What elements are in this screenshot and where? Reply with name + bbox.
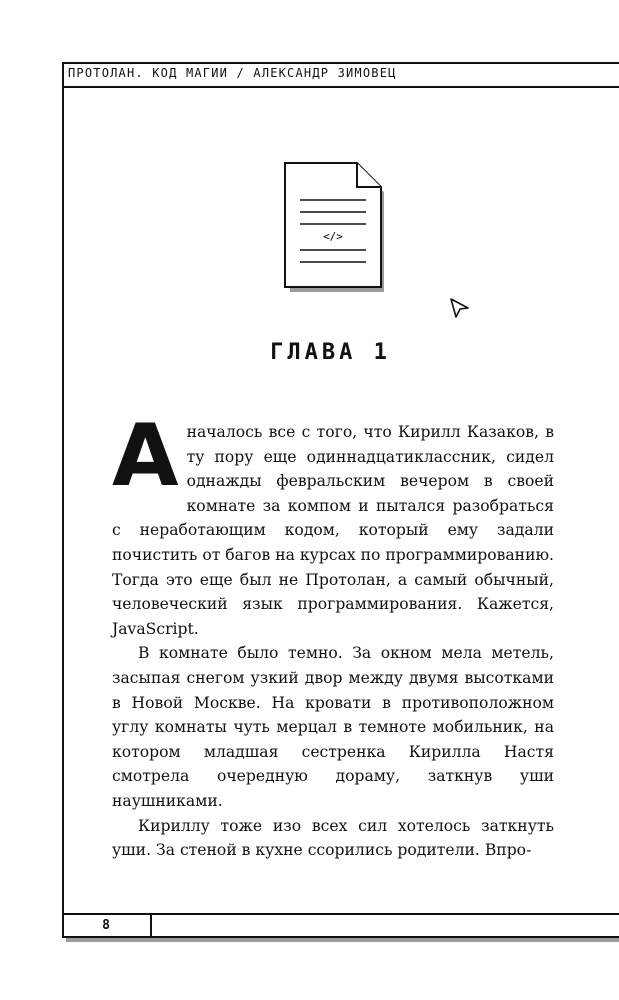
paragraph	[112, 406, 554, 641]
code-document-icon	[282, 160, 386, 295]
chapter-title: ГЛАВА 1	[270, 340, 391, 365]
page-number: 8	[62, 915, 152, 938]
paragraph: Кириллу тоже изо всех сил хотелось заткнуть уши. За стеной в кухне ссорились родители. Впро-	[112, 816, 554, 860]
footer-bar	[62, 913, 619, 938]
paragraph: В комнате было темно. За окном мела метель, засыпая снегом узкий двор между двумя высотками в Новой Москве. На кровати в противоположном углу комнаты чуть мерцал в темноте мобильник, на котором младшая сестренка Кирилла Настя смотрела очередную дораму, заткнув уши наушниками.	[112, 644, 554, 810]
code-label: </>	[323, 230, 343, 243]
running-head: ПРОТОЛАН. КОД МАГИИ / АЛЕКСАНДР ЗИМОВЕЦ	[62, 62, 619, 88]
drop-cap: А	[112, 406, 179, 506]
paragraph-text: началось все с того, что Кирилл Казаков, в ту пору еще одиннадцатиклассник, сидел однажды февральским вечером в своей комнате за компом и пытался разобраться с неработающим кодом, который ему задали почистить от багов на курсах по программированию. Тогда это еще был не Протолан, а самый обычный, человеческий язык программирования. Кажется, JavaScript.	[112, 423, 554, 638]
arrow-cursor-icon	[448, 296, 472, 320]
chapter-text	[112, 406, 554, 863]
